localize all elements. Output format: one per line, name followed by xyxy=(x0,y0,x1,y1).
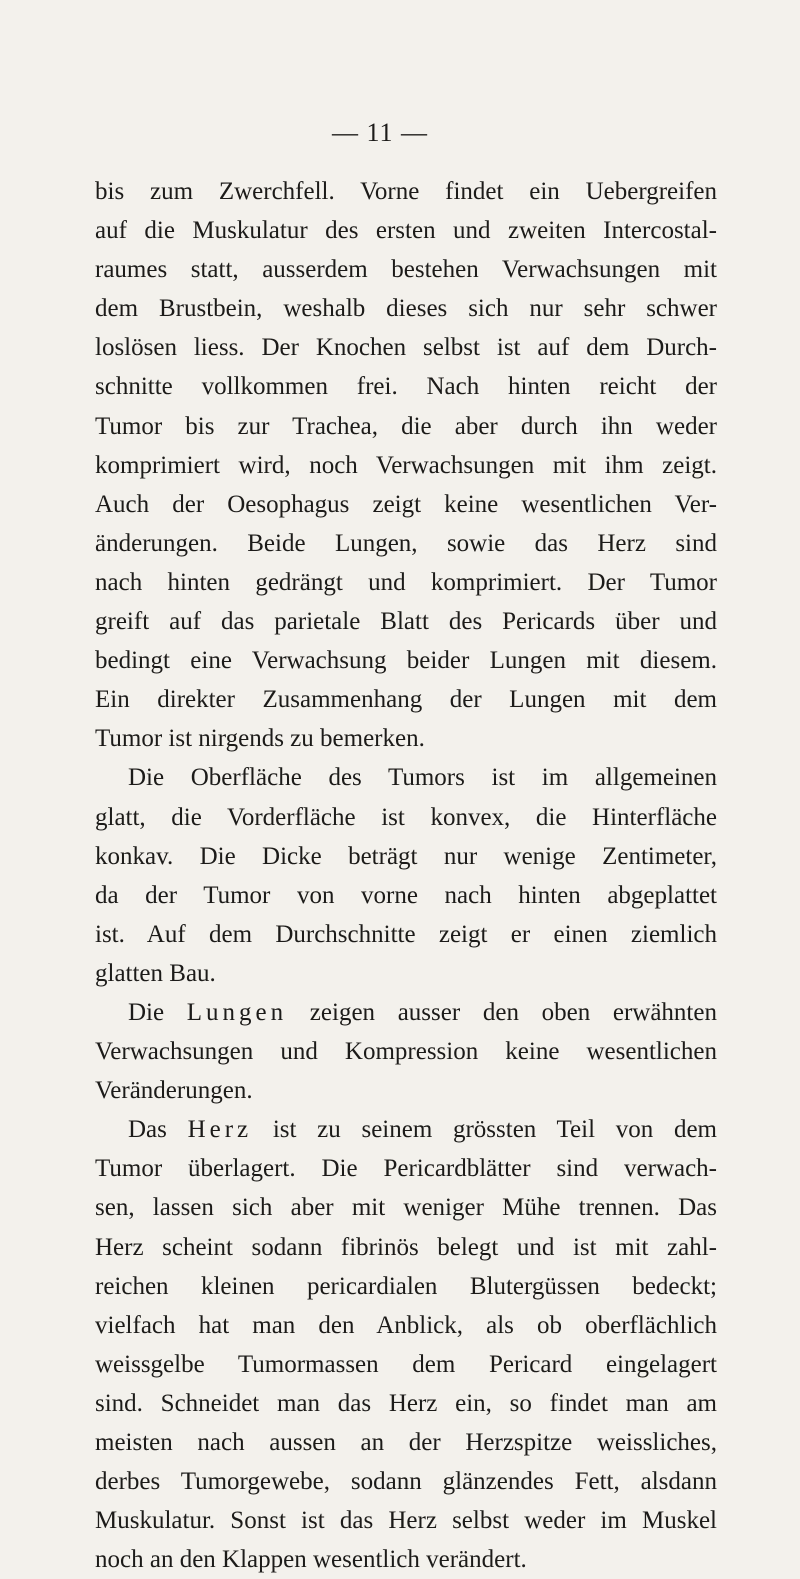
text-line: Tumor bis zur Trachea, die aber durch ihn weder xyxy=(95,412,717,440)
text-line: reichen kleinen pericardialen Blutergüssen bedeckt; xyxy=(95,1272,717,1300)
text-line: bis zum Zwerchfell. Vorne findet ein Uebergreifen xyxy=(95,178,717,205)
body-text xyxy=(95,172,717,1579)
text-line: dem Brustbein, weshalb dieses sich nur sehr schwer xyxy=(95,295,717,323)
text-line: meisten nach aussen an der Herzspitze weissliches, xyxy=(95,1429,717,1456)
text-line: konkav. Die Dicke beträgt nur wenige Zentimeter, xyxy=(95,842,717,870)
text-line: greift auf das parietale Blatt des Pericards über und xyxy=(95,608,717,636)
text-line: derbes Tumorgewebe, sodann glänzendes Fett, alsdann xyxy=(95,1468,717,1496)
text-line: ist. Auf dem Durchschnitte zeigt er einen ziemlich xyxy=(95,920,717,948)
text-line: auf die Muskulatur des ersten und zweiten Intercostal- xyxy=(95,217,717,245)
text-line: glatten Bau. xyxy=(95,959,216,987)
text-line: bedingt eine Verwachsung beider Lungen mit diesem. xyxy=(95,647,717,675)
text-line: Tumor ist nirgends zu bemerken. xyxy=(95,725,425,753)
text-line: Veränderungen. xyxy=(95,1077,253,1105)
text-line: glatt, die Vorderfläche ist konvex, die Hinterfläche xyxy=(95,803,717,831)
text-line: raumes statt, ausserdem bestehen Verwachsungen mit xyxy=(95,256,717,284)
text-segment: Das xyxy=(128,1116,188,1144)
paragraph-start-line xyxy=(95,1110,717,1149)
text-line: noch an den Klappen wesentlich verändert. xyxy=(95,1546,527,1574)
text-segment: zeigen ausser den oben erwähnten xyxy=(287,998,717,1026)
text-line: weissgelbe Tumormassen dem Pericard eingelagert xyxy=(95,1350,717,1378)
text-line: änderungen. Beide Lungen, sowie das Herz sind xyxy=(95,529,717,557)
text-line: Tumor überlagert. Die Pericardblätter sind verwach- xyxy=(95,1155,717,1183)
text-segment: ist zu seinem grössten Teil von dem xyxy=(252,1116,717,1144)
text-line: schnitte vollkommen frei. Nach hinten reicht der xyxy=(95,373,717,401)
spaced-heading-word: Herz xyxy=(187,1116,253,1144)
text-line: Muskulatur. Sonst ist das Herz selbst weder im Muskel xyxy=(95,1507,717,1535)
paragraph-start-line xyxy=(95,993,717,1032)
page-number-header: — 11 — xyxy=(331,118,429,147)
text-line: vielfach hat man den Anblick, als ob oberflächlich xyxy=(95,1311,717,1339)
text-line: nach hinten gedrängt und komprimiert. Der Tumor xyxy=(95,568,717,596)
text-line: sind. Schneidet man das Herz ein, so findet man am xyxy=(95,1389,717,1417)
text-line: sen, lassen sich aber mit weniger Mühe trennen. Das xyxy=(95,1194,717,1222)
text-line: komprimiert wird, noch Verwachsungen mit ihm zeigt. xyxy=(95,451,717,479)
paragraph-start-line: Die Oberfläche des Tumors ist im allgemeinen xyxy=(128,764,717,792)
text-line: Auch der Oesophagus zeigt keine wesentlichen Ver- xyxy=(95,490,717,518)
text-line: loslösen liess. Der Knochen selbst ist auf dem Durch- xyxy=(95,334,717,362)
text-segment: Die xyxy=(128,998,187,1026)
text-line: Herz scheint sodann fibrinös belegt und ist mit zahl- xyxy=(95,1233,717,1261)
text-line: Verwachsungen und Kompression keine wesentlichen xyxy=(95,1038,717,1066)
text-line: Ein direkter Zusammenhang der Lungen mit dem xyxy=(95,686,717,714)
text-line: da der Tumor von vorne nach hinten abgeplattet xyxy=(95,881,717,909)
spaced-heading-word: Lungen xyxy=(186,998,288,1026)
